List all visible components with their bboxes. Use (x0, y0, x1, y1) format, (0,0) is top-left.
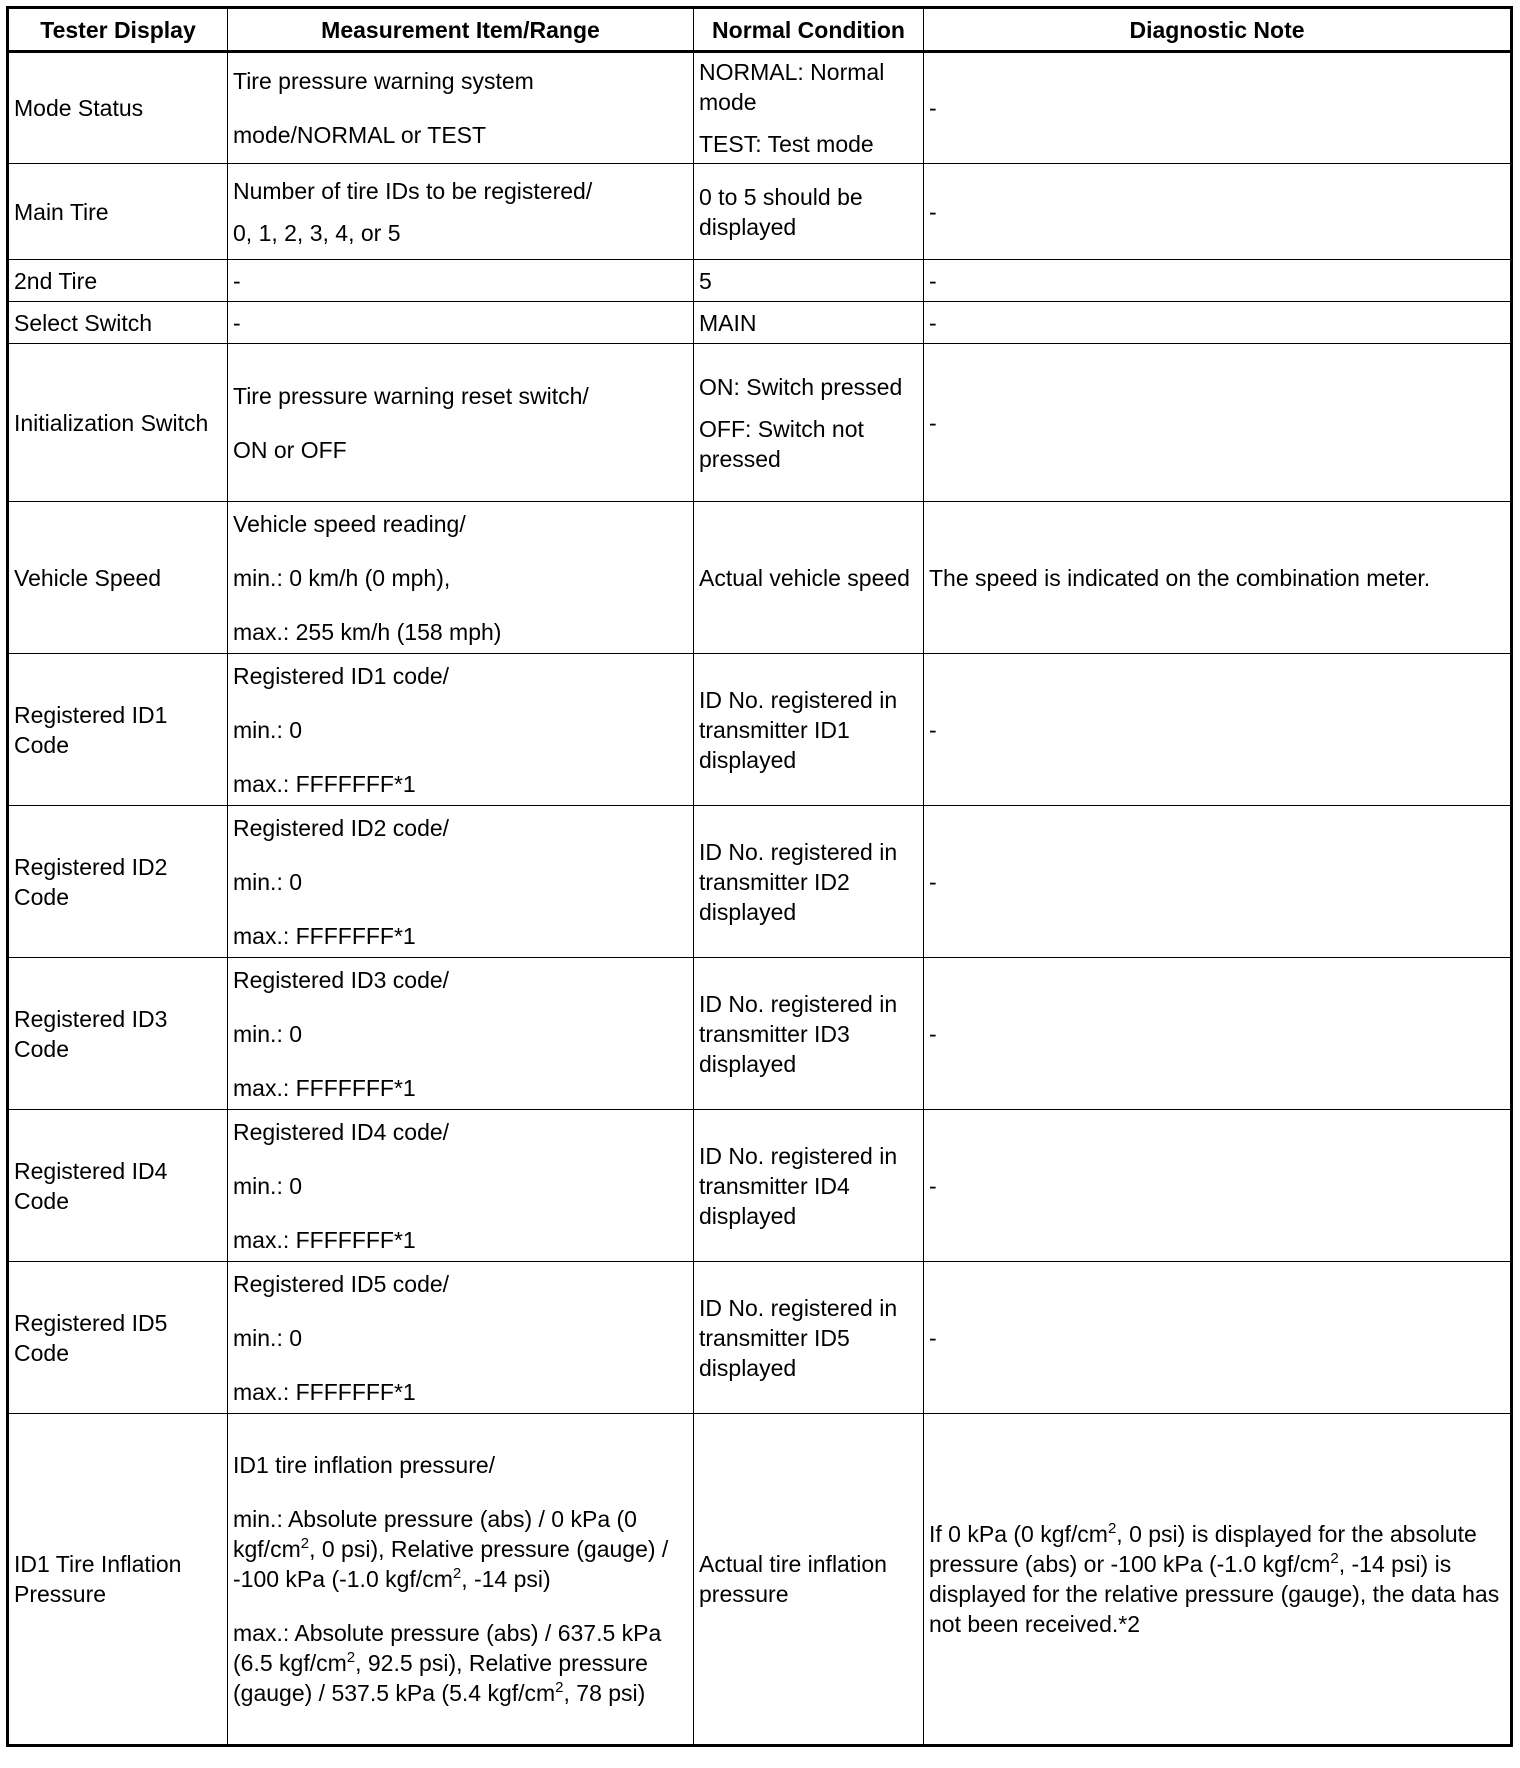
normal-condition-cell: ID No. registered in transmitter ID1 displayed (694, 654, 924, 806)
normal-condition-cell: ON: Switch pressed OFF: Switch not pressed (694, 344, 924, 502)
tester-display-cell: Initialization Switch (8, 344, 228, 502)
measurement-cell: Vehicle speed reading/ min.: 0 km/h (0 mph), max.: 255 km/h (158 mph) (228, 502, 694, 654)
diagnostic-note-cell: - (924, 654, 1512, 806)
table-row (8, 1262, 1512, 1414)
tester-display-cell: Registered ID1 Code (8, 654, 228, 806)
diagnostic-note-cell: - (924, 344, 1512, 502)
table-row (8, 302, 1512, 344)
normal-condition-cell: NORMAL: Normal mode TEST: Test mode (694, 52, 924, 164)
range-min-text: min.: Absolute pressure (abs) / 0 kPa (0 kgf/$cm^2$, 0 psi), Relative pressure (gauge) / -100 kPa (-1.0 kgf/$cm^2$, -14 psi) (233, 1506, 669, 1592)
normal-condition-cell: Actual vehicle speed (694, 502, 924, 654)
normal-condition-cell: ID No. registered in transmitter ID3 displayed (694, 958, 924, 1110)
diagnostic-note-cell: - (924, 52, 1512, 164)
range-max-text: max.: Absolute pressure (abs) / 637.5 kPa (6.5 kgf/$cm^2$, 92.5 psi), Relative pressure (gauge) / 537.5 kPa (5.4 kgf/$cm^2$, 78 psi) (233, 1620, 662, 1706)
diagnostic-note-cell: - (924, 806, 1512, 958)
table-row (8, 164, 1512, 260)
data-list-table (6, 6, 1513, 1747)
header-tester-display: Tester Display (8, 8, 228, 52)
header-measurement-item: Measurement Item/Range (228, 8, 694, 52)
diagnostic-note-cell: - (924, 164, 1512, 260)
measurement-cell: Number of tire IDs to be registered/ 0, 1, 2, 3, 4, or 5 (228, 164, 694, 260)
tester-display-cell: Vehicle Speed (8, 502, 228, 654)
measurement-cell: Tire pressure warning system mode/NORMAL or TEST (228, 52, 694, 164)
header-normal-condition: Normal Condition (694, 8, 924, 52)
measurement-cell: - (228, 260, 694, 302)
measurement-cell: Registered ID3 code/ min.: 0 max.: FFFFFFF*1 (228, 958, 694, 1110)
table-row (8, 1110, 1512, 1262)
diagnostic-note-cell: - (924, 260, 1512, 302)
header-row (8, 8, 1512, 52)
normal-condition-cell: Actual tire inflation pressure (694, 1414, 924, 1746)
normal-condition-cell: ID No. registered in transmitter ID4 displayed (694, 1110, 924, 1262)
normal-condition-cell: MAIN (694, 302, 924, 344)
diagnostic-note-cell: - (924, 1262, 1512, 1414)
measurement-cell: - (228, 302, 694, 344)
table-row (8, 52, 1512, 164)
table-row (8, 502, 1512, 654)
table-row (8, 958, 1512, 1110)
table-row (8, 344, 1512, 502)
measurement-cell: Tire pressure warning reset switch/ ON or OFF (228, 344, 694, 502)
tester-display-cell: Registered ID5 Code (8, 1262, 228, 1414)
table-row (8, 260, 1512, 302)
normal-condition-cell: 5 (694, 260, 924, 302)
normal-condition-cell: ID No. registered in transmitter ID2 displayed (694, 806, 924, 958)
measurement-cell: Registered ID1 code/ min.: 0 max.: FFFFFFF*1 (228, 654, 694, 806)
measurement-cell: Registered ID5 code/ min.: 0 max.: FFFFFFF*1 (228, 1262, 694, 1414)
tester-display-cell: Registered ID4 Code (8, 1110, 228, 1262)
normal-condition-cell: 0 to 5 should be displayed (694, 164, 924, 260)
diagnostic-note-cell: If 0 kPa (0 kgf/$cm^2$, 0 psi) is displayed for the absolute pressure (abs) or -100 kPa (-1.0 kgf/$cm^2$, -14 psi) is displayed for the relative pressure (gauge), the data has not been received.*2 (924, 1414, 1512, 1746)
diagnostic-note-cell: - (924, 1110, 1512, 1262)
table-row (8, 1414, 1512, 1746)
measurement-cell: Registered ID4 code/ min.: 0 max.: FFFFFFF*1 (228, 1110, 694, 1262)
table-row (8, 654, 1512, 806)
tester-display-cell: Select Switch (8, 302, 228, 344)
tester-display-cell: Registered ID2 Code (8, 806, 228, 958)
diagnostic-note-cell: - (924, 302, 1512, 344)
measurement-cell: ID1 tire inflation pressure/ min.: Absolute pressure (abs) / 0 kPa (0 kgf/$cm^2$, 0 psi), Relative pressure (gauge) / -100 kPa (-1.0 kgf/$cm^2$, -14 psi) max.: Absolute pressure (abs) / 637.5 kPa (6.5 kgf/$cm^2$, 92.5 psi), Relative pressure (gauge) / 537.5 kPa (5.4 kgf/$cm^2$, 78 psi) (228, 1414, 694, 1746)
tester-display-cell: Main Tire (8, 164, 228, 260)
tester-display-cell: ID1 Tire Inflation Pressure (8, 1414, 228, 1746)
diagnostic-note-cell: The speed is indicated on the combination meter. (924, 502, 1512, 654)
measurement-cell: Registered ID2 code/ min.: 0 max.: FFFFFFF*1 (228, 806, 694, 958)
table-row (8, 806, 1512, 958)
tester-display-cell: Registered ID3 Code (8, 958, 228, 1110)
tester-display-cell: 2nd Tire (8, 260, 228, 302)
header-diagnostic-note: Diagnostic Note (924, 8, 1512, 52)
diagnostic-note-cell: - (924, 958, 1512, 1110)
tester-display-cell: Mode Status (8, 52, 228, 164)
normal-condition-cell: ID No. registered in transmitter ID5 displayed (694, 1262, 924, 1414)
